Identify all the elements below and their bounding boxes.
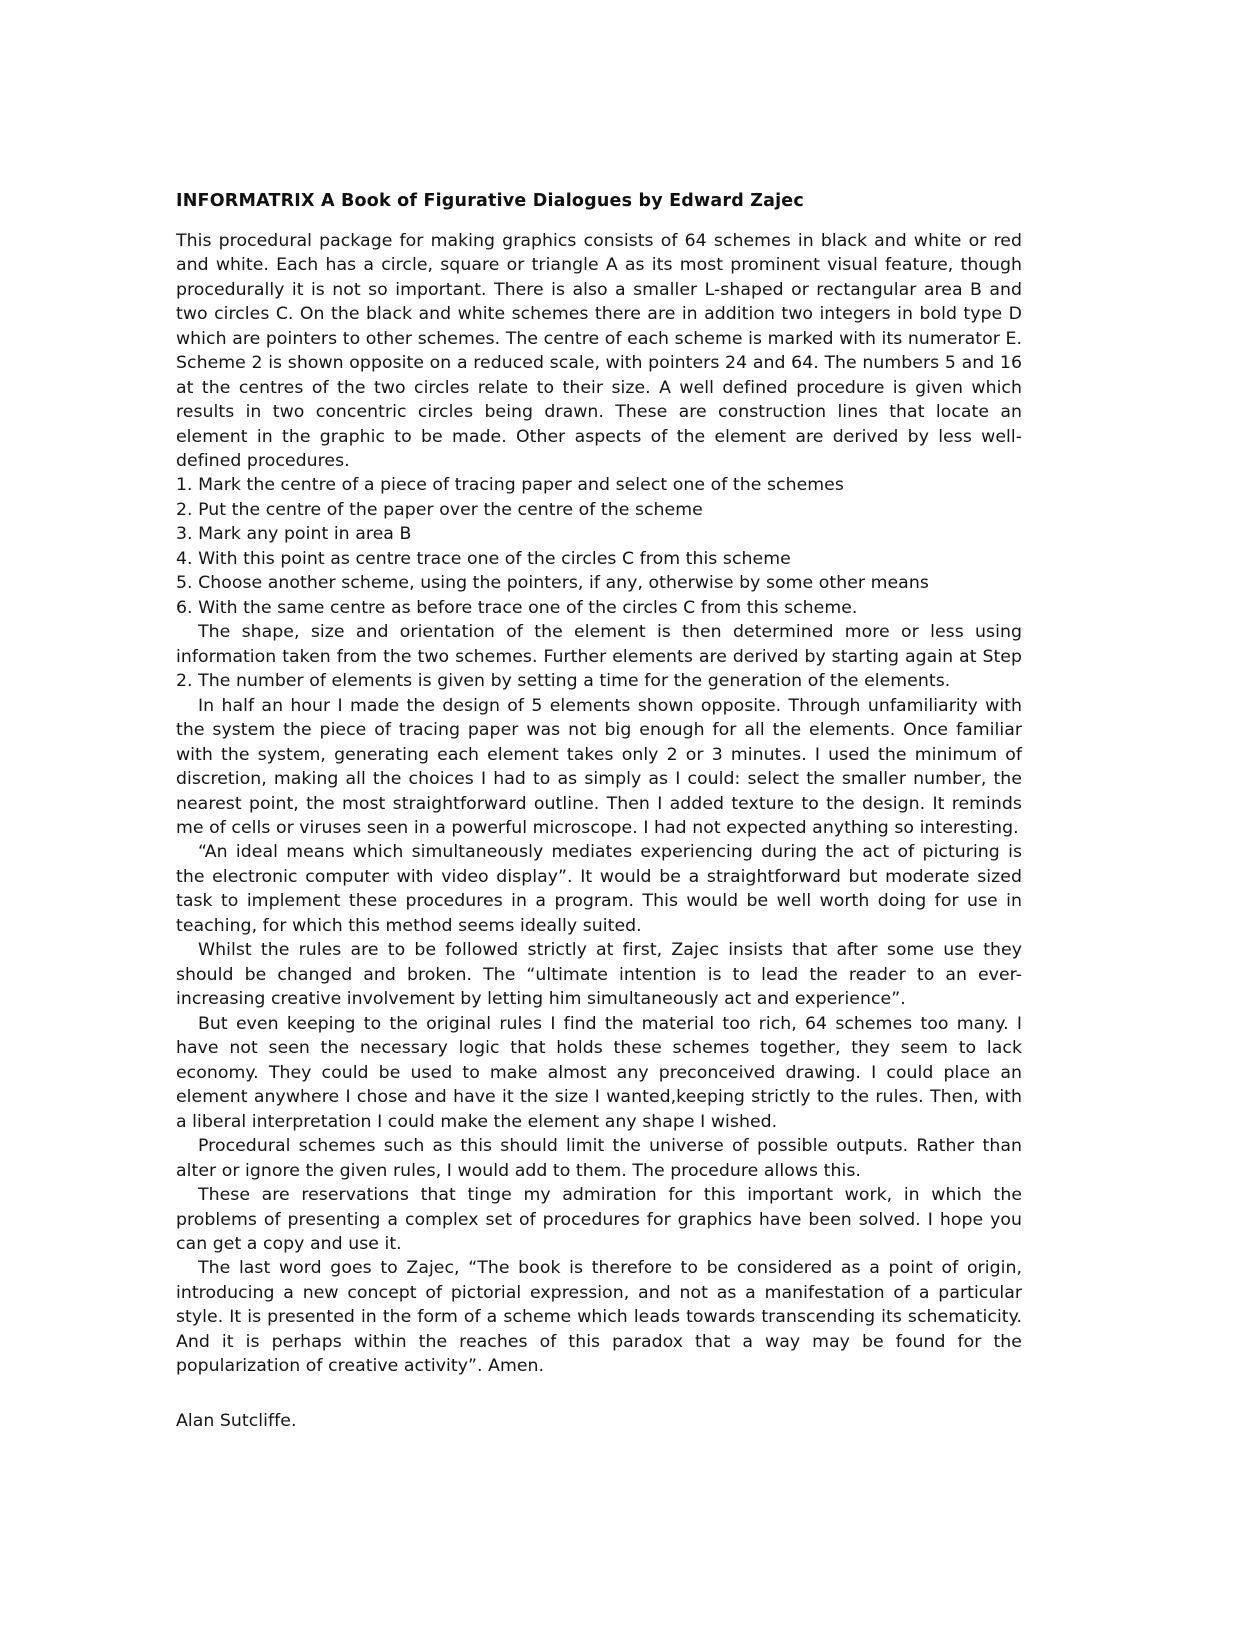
body-paragraph: These are reservations that tinge my admiration for this important work, in which the problems of presenting a complex set of procedures for graphics have been solved. I hope you can get a copy and use it. — [176, 1185, 1022, 1254]
body-paragraph: The last word goes to Zajec, “The book is therefore to be considered as a point of origin, introducing a new concept of pictorial expression, and not as a manifestation of a particular style. It is presented in the form of a scheme which leads towards transcending its schematicity. And it is perhaps within the reaches of this paradox that a way may be found for the popularization of creative activity”. Amen. — [176, 1258, 1022, 1377]
list-item: 6. With the same centre as before trace one of the circles C from this scheme. — [176, 597, 858, 618]
author-signature: Alan Sutcliffe. — [176, 1410, 297, 1431]
list-item: 5. Choose another scheme, using the pointers, if any, otherwise by some other means — [176, 573, 929, 594]
article-body — [176, 190, 1022, 1433]
list-item: 2. Put the centre of the paper over the centre of the scheme — [176, 499, 703, 520]
body-paragraph: Procedural schemes such as this should limit the universe of possible outputs. Rather than alter or ignore the given rules, I would add to them. The procedure allows this. — [176, 1136, 1022, 1181]
page-title: INFORMATRIX A Book of Figurative Dialogues by Edward Zajec — [176, 191, 804, 211]
body-paragraph: But even keeping to the original rules I find the material too rich, 64 schemes too many. I have not seen the necessary logic that holds these schemes together, they seem to lack economy. They could be used to make almost any preconceived drawing. I could place an element anywhere I chose and have it the size I wanted,keeping strictly to the rules. Then, with a liberal interpretation I could make the element any shape I wished. — [176, 1013, 1022, 1132]
intro-paragraph: This procedural package for making graphics consists of 64 schemes in black and white or red and white. Each has a circle, square or triangle A as its most prominent visual feature, though procedurally it is not so important. There is also a smaller L-shaped or rectangular area B and two circles C. On the black and white schemes there are in addition two integers in bold type D which are pointers to other schemes. The centre of each scheme is marked with its numerator E. Scheme 2 is shown opposite on a reduced scale, with pointers 24 and 64. The numbers 5 and 16 at the centres of the two circles relate to their size. A well defined procedure is given which results in two concentric circles being drawn. These are construction lines that locate an element in the graphic to be made. Other aspects of the element are derived by less well-defined procedures. — [176, 230, 1022, 471]
list-item: 1. Mark the centre of a piece of tracing paper and select one of the schemes — [176, 475, 844, 496]
procedure-steps-list — [176, 473, 1022, 620]
body-paragraph: In half an hour I made the design of 5 elements shown opposite. Through unfamiliarity with the system the piece of tracing paper was not big enough for all the elements. Once familiar with the system, generating each element takes only 2 or 3 minutes. I used the minimum of discretion, making all the choices I had to as simply as I could: select the smaller number, the nearest point, the most straightforward outline. Then I added texture to the design. It reminds me of cells or viruses seen in a powerful microscope. I had not expected anything so interesting. — [176, 695, 1022, 838]
body-paragraph: “An ideal means which simultaneously mediates experiencing during the act of picturing is the electronic computer with video display”. It would be a straightforward but moderate sized task to implement these procedures in a program. This would be well worth doing for use in teaching, for which this method seems ideally suited. — [176, 842, 1022, 936]
list-item: 4. With this point as centre trace one of the circles C from this scheme — [176, 548, 791, 569]
list-item: 3. Mark any point in area B — [176, 524, 412, 545]
body-paragraph: The shape, size and orientation of the element is then determined more or less using information taken from the two schemes. Further elements are derived by starting again at Step 2. The number of elements is given by setting a time for the generation of the elements. — [176, 622, 1022, 692]
body-paragraph: Whilst the rules are to be followed strictly at first, Zajec insists that after some use they should be changed and broken. The “ultimate intention is to lead the reader to an ever-increasing creative involvement by letting him simultaneously act and experience”. — [176, 940, 1022, 1010]
